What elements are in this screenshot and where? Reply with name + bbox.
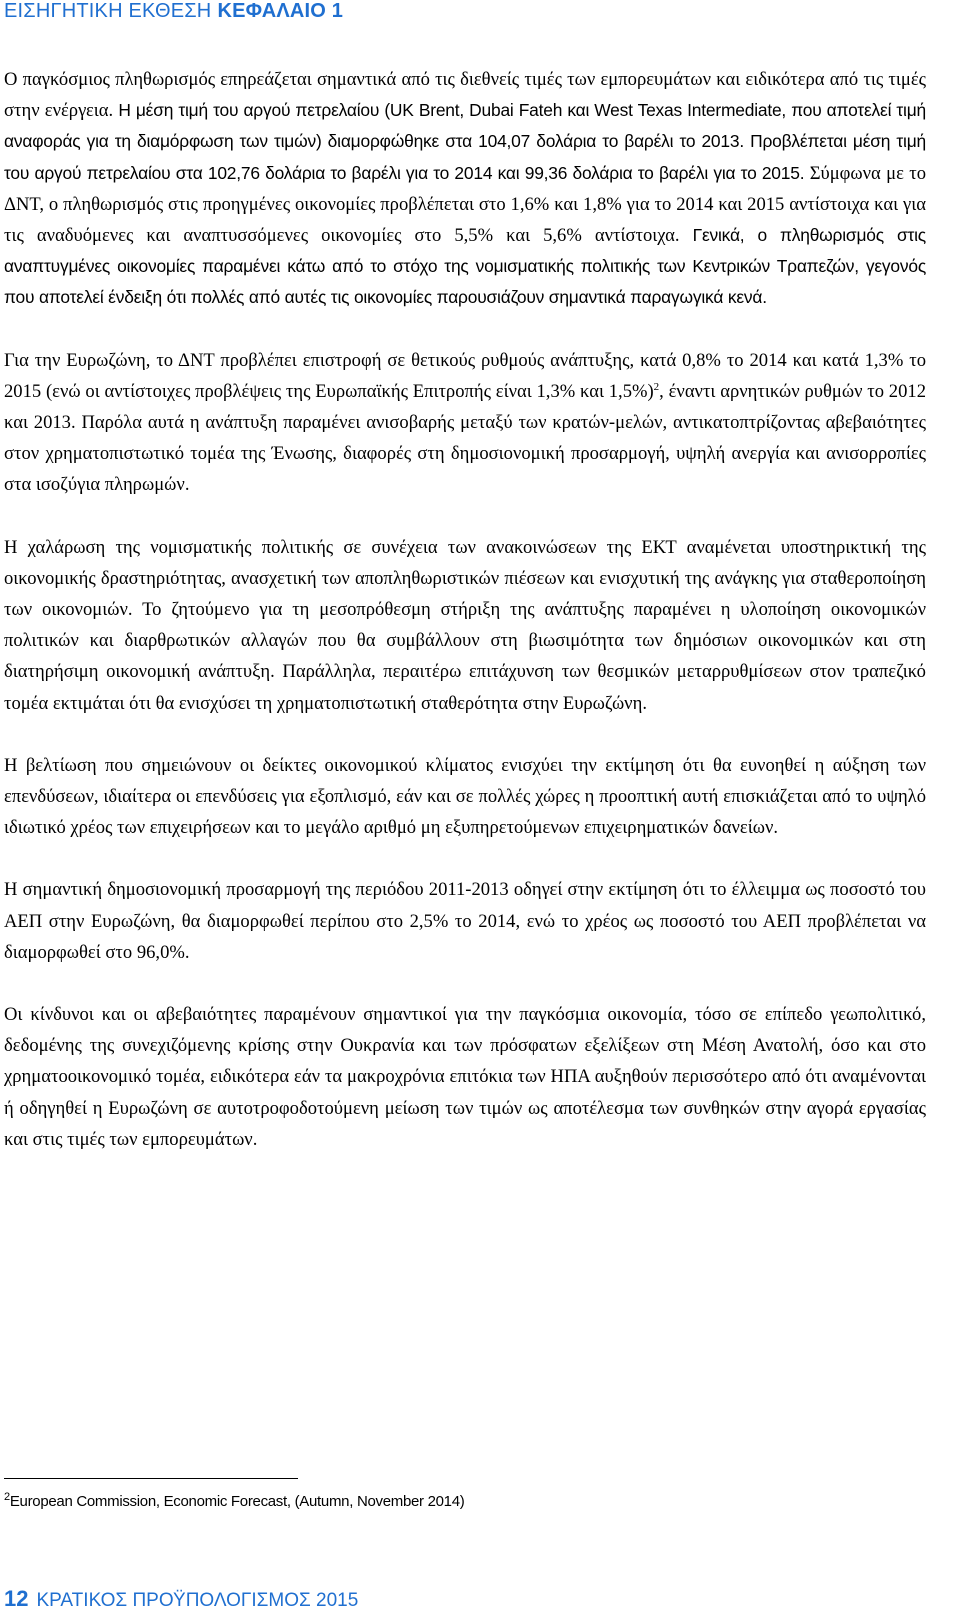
page-number: 12: [4, 1586, 29, 1611]
p3-sentence-b: Το ζητούμενο για τη μεσοπρόθεσμη στήριξη της ανάπτυξης παραμένει η υλοποίηση οικονομικών πολιτικών και διαρθρωτικών αλλαγών που θα συμβάλλουν στη βιωσιμότητα των δημόσιων οικονομικών και στη διατηρήσιμη οικονομική ανάπτυξη.: [4, 599, 926, 683]
page-footer: [4, 1586, 358, 1612]
paragraph-eurozone-growth: [4, 345, 926, 501]
footnote-separator: [4, 1478, 298, 1479]
p1-sentence-c: Σύμφωνα με το ΔΝΤ, ο πληθωρισμός στις προηγμένες οικονομίες προβλέπεται στο 1,6% και 1,8% για το 2014 και 2015 αντίστοιχα και για τις αναδυόμενες και αναπτυσσόμενες οικονομίες στο 5,5% και 5,6% αντίστοιχα.: [4, 162, 926, 247]
p1-sentence-b: Η μέση τιμή του αργού πετρελαίου (UK Brent, Dubai Fateh και West Texas Intermediate, που αποτελεί τιμή αναφοράς για τη διαμόρφωση των τιμών) διαμορφώθηκε στα 104,07 δολάρια το βαρέλι το 2013. Προβλέπεται μέση τιμή του αργού πετρελαίου στα 102,76 δολάρια το βαρέλι για το 2014 και 99,36 δολάρια το βαρέλι για το 2015.: [4, 100, 926, 183]
chapter-label: ΚΕΦΑΛΑΙΟ 1: [217, 0, 344, 22]
paragraph-fiscal: Η σημαντική δημοσιονομική προσαρμογή της περιόδου 2011-2013 οδηγεί στην εκτίμηση ότι το έλλειμμα ως ποσοστό του ΑΕΠ στην Ευρωζώνη, θα διαμορφωθεί περίπου στο 2,5% το 2014, ενώ το χρέος ως ποσοστό του ΑΕΠ προβλέπεται να διαμορφωθεί στο 96,0%.: [4, 879, 926, 963]
paragraph-risks: Οι κίνδυνοι και οι αβεβαιότητες παραμένουν σημαντικοί για την παγκόσμια οικονομία, τόσο σε επίπεδο γεωπολιτικό, δεδομένης της συνεχιζόμενης κρίσης στην Ουκρανία και των πρόσφατων εξελίξεων στη Μέση Ανατολή, όσο και στο χρηματοοικονομικό τομέα, ειδικότερα εάν τα μακροχρόνια επιτόκια των ΗΠΑ αυξηθούν περισσότερο από ότι αναμένονται ή οδηγηθεί η Ευρωζώνη σε αυτοτροφοδοτούμενη μείωση των τιμών ως αποτέλεσμα των συνθηκών στην αγορά εργασίας και στις τιμές των εμπορευμάτων.: [4, 1004, 926, 1150]
paragraph-investment: Η βελτίωση που σημειώνουν οι δείκτες οικονομικού κλίματος ενισχύει την εκτίμηση ότι θα ευνοηθεί η αύξηση των επενδύσεων, ιδιαίτερα οι επενδύσεις για εξοπλισμό, εάν και σε πολλές χώρες η προοπτική αυτή επισκιάζεται από το υψηλό ιδιωτικό χρέος των επιχειρήσεων και το μεγάλο αριθμό μη εξυπηρετούμενων επιχειρηματικών δανείων.: [4, 754, 926, 839]
body-text: [4, 64, 926, 1186]
p1-sentence-d: Γενικά, ο πληθωρισμός στις αναπτυγμένες οικονομίες παραμένει κάτω από το στόχο της νομισματικής πολιτικής των Κεντρικών Τραπεζών, γεγονός που αποτελεί ένδειξη ότι πολλές από αυτές τις οικονομίες παρουσιάζουν σημαντικά παραγωγικά κενά.: [4, 225, 926, 308]
footnote-ref: 2: [653, 380, 660, 393]
footnote-number: 2: [4, 1491, 10, 1503]
p2-sentence-c: Παρόλα αυτά η ανάπτυξη παραμένει ανισοβαρής μεταξύ των κρατών-μελών, αντικατοπτρίζοντας αβεβαιότητες στον χρηματοπιστωτικό τομέα της Ένωσης, διαφορές στη δημοσιονομική προσαρμογή, υψηλή ανεργία και ανισορροπίες στα ισοζύγια πληρωμών.: [4, 412, 926, 496]
running-header: [4, 0, 343, 23]
p2-sentence-a: Για την Ευρωζώνη, το ΔΝΤ προβλέπει επιστροφή σε θετικούς ρυθμούς ανάπτυξης, κατά 0,8% το 2014 και κατά 1,3% το 2015 (ενώ οι αντίστοιχες προβλέψεις της Ευρωπαϊκής Επιτροπής είναι 1,3% και 1,5%): [4, 349, 926, 402]
footnote: [4, 1493, 464, 1510]
p3-sentence-a: Η χαλάρωση της νομισματικής πολιτικής σε συνέχεια των ανακοινώσεων της ΕΚΤ αναμένεται υποστηρικτική της οικονομικής δραστηριότητας, ανασχετική των αποπληθωριστικών πιέσεων και ενισχυτική της ανάγκης για σταθεροποίηση των οικονομιών.: [4, 536, 926, 621]
p3-sentence-c: Παράλληλα, περαιτέρω επιτάχυνση των θεσμικών μεταρρυθμίσεων στον τραπεζικό τομέα εκτιμάται ότι θα ενισχύσει τη χρηματοπιστωτική σταθερότητα στην Ευρωζώνη.: [4, 661, 926, 714]
p2-sentence-b: , έναντι αρνητικών ρυθμών το 2012 και 2013.: [4, 380, 926, 434]
report-title: ΕΙΣΗΓΗΤΙΚΗ ΕΚΘΕΣΗ: [4, 0, 212, 22]
paragraph-monetary-policy: [4, 532, 926, 719]
footer-title: ΚΡΑΤΙΚΟΣ ΠΡΟΫΠΟΛΟΓΙΣΜΟΣ 2015: [36, 1590, 359, 1611]
paragraph-inflation: [4, 64, 926, 314]
p1-sentence-a: Ο παγκόσμιος πληθωρισμός επηρεάζεται σημαντικά από τις διεθνείς τιμές των εμπορευμάτων και ειδικότερα από τις τιμές στην ενέργεια.: [4, 69, 926, 122]
footnote-text: European Commission, Economic Forecast, (Autumn, November 2014): [9, 1493, 465, 1510]
